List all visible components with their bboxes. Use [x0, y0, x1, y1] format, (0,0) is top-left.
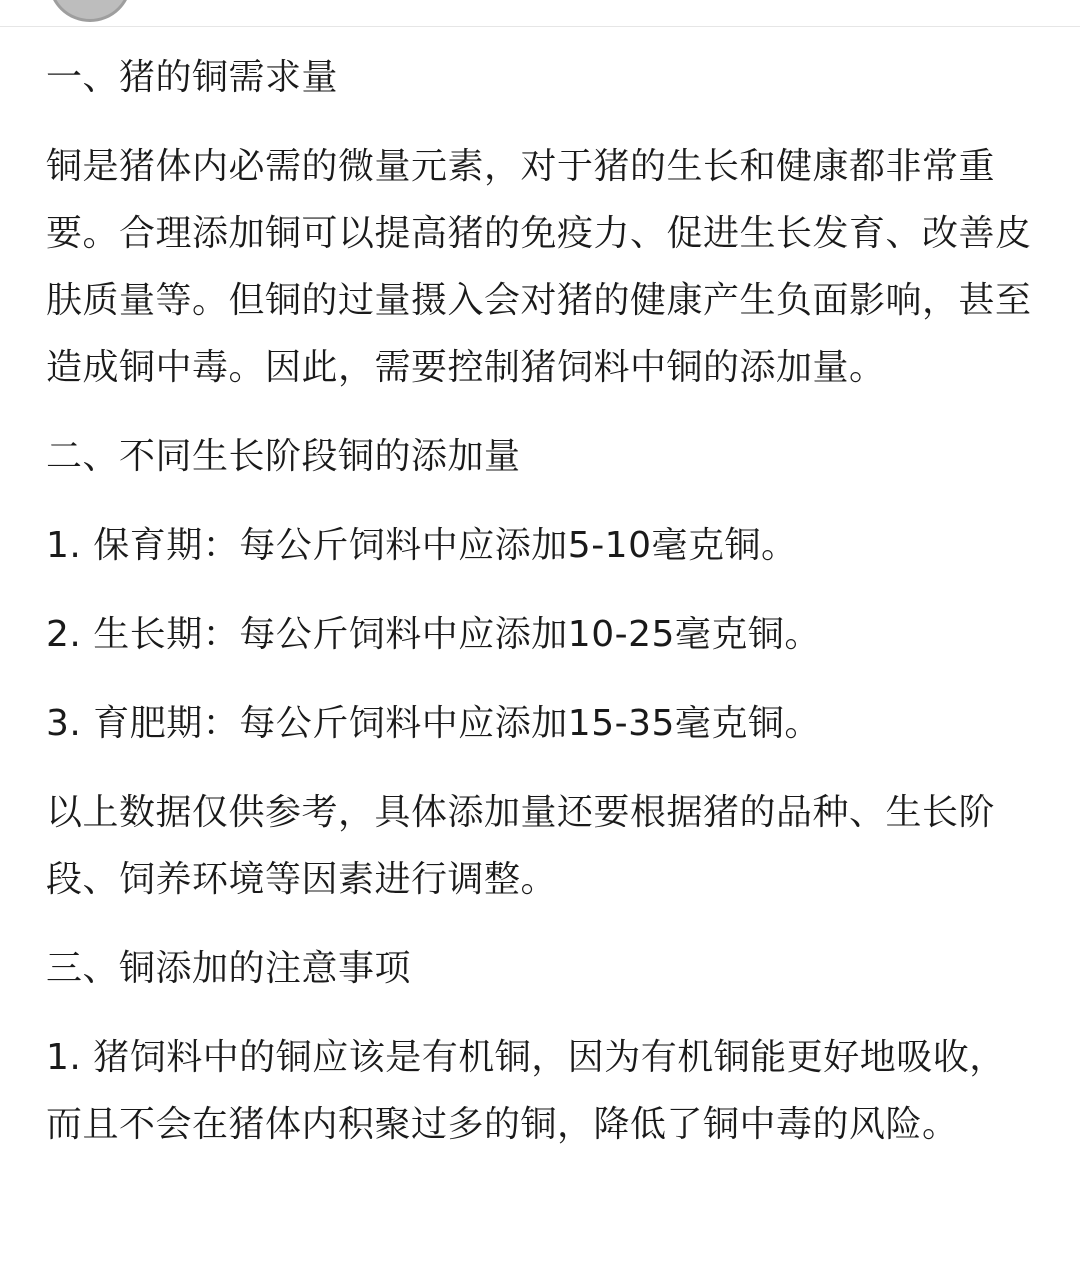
paragraph-copper-importance: 铜是猪体内必需的微量元素，对于猪的生长和健康都非常重要。合理添加铜可以提高猪的免疫力、促进生长发育、改善皮肤质量等。但铜的过量摄入会对猪的健康产生负面影响，甚至造成铜中毒。因此，需要控制猪饲料中铜的添加量。 — [46, 146, 1032, 388]
list-item-nursery: 1. 保育期：每公斤饲料中应添加5-10毫克铜。 — [46, 525, 798, 566]
list-item-organic-copper: 1. 猪饲料中的铜应该是有机铜，因为有机铜能更好地吸收，而且不会在猪体内积聚过多的铜，降低了铜中毒的风险。 — [46, 1037, 1006, 1145]
avatar[interactable] — [48, 0, 132, 22]
list-item-finishing: 3. 育肥期：每公斤饲料中应添加15-35毫克铜。 — [46, 703, 821, 744]
article-body — [46, 44, 1036, 1180]
section-heading-3: 三、铜添加的注意事项 — [46, 948, 412, 989]
paragraph-note: 以上数据仅供参考，具体添加量还要根据猪的品种、生长阶段、饲养环境等因素进行调整。 — [46, 792, 996, 900]
section-heading-1: 一、猪的铜需求量 — [46, 57, 339, 98]
list-item-growing: 2. 生长期：每公斤饲料中应添加10-25毫克铜。 — [46, 614, 821, 655]
top-bar — [0, 0, 1080, 27]
section-heading-2: 二、不同生长阶段铜的添加量 — [46, 436, 521, 477]
